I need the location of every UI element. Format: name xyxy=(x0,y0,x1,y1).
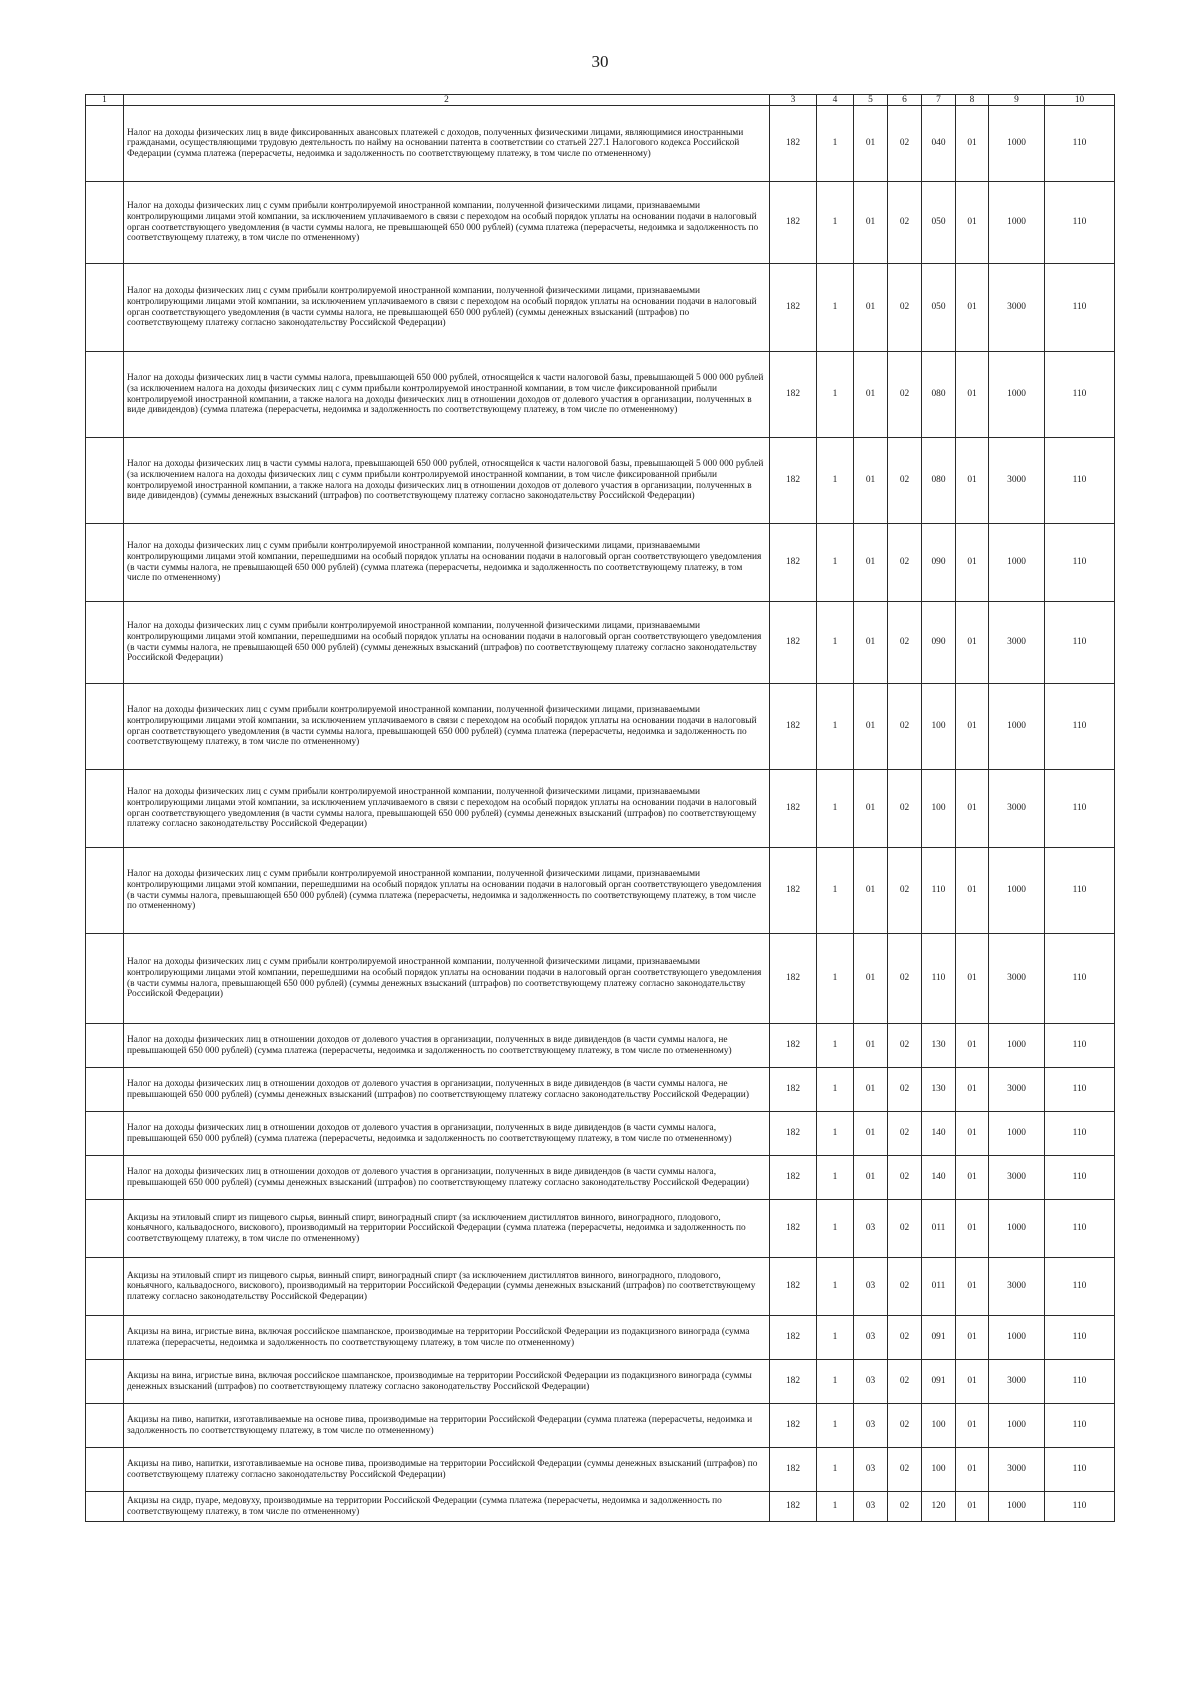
row-number-cell xyxy=(86,1024,124,1068)
row-number-cell xyxy=(86,1112,124,1156)
code-cell: 02 xyxy=(888,1156,922,1200)
budget-classification-table xyxy=(85,94,1115,1522)
code-cell: 01 xyxy=(854,934,888,1024)
code-cell: 110 xyxy=(1045,1404,1115,1448)
table-row xyxy=(86,1024,1115,1068)
row-number-cell xyxy=(86,1156,124,1200)
code-cell: 3000 xyxy=(989,934,1045,1024)
code-cell: 02 xyxy=(888,770,922,848)
code-cell: 1 xyxy=(817,438,854,524)
code-cell: 01 xyxy=(854,770,888,848)
code-cell: 091 xyxy=(922,1360,956,1404)
code-cell: 182 xyxy=(770,1068,817,1112)
code-cell: 01 xyxy=(956,1360,989,1404)
row-number-cell xyxy=(86,106,124,182)
table-row xyxy=(86,1492,1115,1522)
code-cell: 100 xyxy=(922,1404,956,1448)
row-number-cell xyxy=(86,182,124,264)
code-cell: 130 xyxy=(922,1068,956,1112)
code-cell: 182 xyxy=(770,1112,817,1156)
code-cell: 1000 xyxy=(989,1316,1045,1360)
code-cell: 110 xyxy=(1045,770,1115,848)
description-cell: Акцизы на пиво, напитки, изготавливаемые на основе пива, производимые на территории Российской Федерации (суммы денежных взысканий (штрафов) по соответствующему платежу согласно законодательству Российской Федерации) xyxy=(124,1448,770,1492)
code-cell: 01 xyxy=(956,1200,989,1258)
code-cell: 1 xyxy=(817,1112,854,1156)
description-cell: Налог на доходы физических лиц с сумм прибыли контролируемой иностранной компании, полученной физическими лицами, признаваемыми контролирующими лицами этой компании, перешедшими на особый порядок уплаты на основании подачи в налоговый орган соответствующего уведомления (в части суммы налога, не превышающей 650 000 рублей) (сумма платежа (перерасчеты, недоимка и задолженность по соответствующему платежу, в том числе по отмененному) xyxy=(124,524,770,602)
code-cell: 01 xyxy=(956,1316,989,1360)
code-cell: 1 xyxy=(817,1448,854,1492)
code-cell: 110 xyxy=(1045,1316,1115,1360)
code-cell: 110 xyxy=(1045,1024,1115,1068)
description-cell: Налог на доходы физических лиц с сумм прибыли контролируемой иностранной компании, полученной физическими лицами, признаваемыми контролирующими лицами этой компании, за исключением уплачиваемого в связи с переходом на особый порядок уплаты на основании подачи в налоговый орган соответствующего уведомления (в части суммы налога, не превышающей 650 000 рублей) (сумма платежа (перерасчеты, недоимка и задолженность по соответствующему платежу, в том числе по отмененному) xyxy=(124,182,770,264)
description-cell: Налог на доходы физических лиц с сумм прибыли контролируемой иностранной компании, полученной физическими лицами, признаваемыми контролирующими лицами этой компании, за исключением уплачиваемого в связи с переходом на особый порядок уплаты на основании подачи в налоговый орган соответствующего уведомления (в части суммы налога, не превышающей 650 000 рублей) (суммы денежных взысканий (штрафов) по соответствующему платежу согласно законодательству Российской Федерации) xyxy=(124,264,770,352)
code-cell: 182 xyxy=(770,352,817,438)
description-cell: Акцизы на вина, игристые вина, включая российское шампанское, производимые на территории Российской Федерации из подакцизного винограда (суммы денежных взысканий (штрафов) по соответствующему платежу согласно законодательству Российской Федерации) xyxy=(124,1360,770,1404)
code-cell: 03 xyxy=(854,1200,888,1258)
description-cell: Акцизы на вина, игристые вина, включая российское шампанское, производимые на территории Российской Федерации из подакцизного винограда (сумма платежа (перерасчеты, недоимка и задолженность по соответствующему платежу, в том числе по отмененному) xyxy=(124,1316,770,1360)
code-cell: 011 xyxy=(922,1200,956,1258)
column-header: 4 xyxy=(817,95,854,106)
code-cell: 02 xyxy=(888,1448,922,1492)
code-cell: 01 xyxy=(854,684,888,770)
code-cell: 1 xyxy=(817,264,854,352)
table-row xyxy=(86,106,1115,182)
row-number-cell xyxy=(86,1200,124,1258)
description-cell: Налог на доходы физических лиц с сумм прибыли контролируемой иностранной компании, полученной физическими лицами, признаваемыми контролирующими лицами этой компании, за исключением уплачиваемого в связи с переходом на особый порядок уплаты на основании подачи в налоговый орган соответствующего уведомления (в части суммы налога, превышающей 650 000 рублей) (сумма платежа (перерасчеты, недоимка и задолженность по соответствующему платежу, в том числе по отмененному) xyxy=(124,684,770,770)
table-row xyxy=(86,524,1115,602)
table-row xyxy=(86,1112,1115,1156)
code-cell: 02 xyxy=(888,934,922,1024)
code-cell: 02 xyxy=(888,1068,922,1112)
code-cell: 01 xyxy=(854,848,888,934)
code-cell: 1000 xyxy=(989,182,1045,264)
code-cell: 1000 xyxy=(989,684,1045,770)
table-row xyxy=(86,848,1115,934)
code-cell: 1 xyxy=(817,1156,854,1200)
code-cell: 110 xyxy=(1045,352,1115,438)
code-cell: 182 xyxy=(770,1024,817,1068)
code-cell: 02 xyxy=(888,1492,922,1522)
code-cell: 182 xyxy=(770,524,817,602)
code-cell: 100 xyxy=(922,1448,956,1492)
code-cell: 01 xyxy=(956,438,989,524)
code-cell: 1 xyxy=(817,848,854,934)
code-cell: 182 xyxy=(770,264,817,352)
code-cell: 03 xyxy=(854,1448,888,1492)
code-cell: 01 xyxy=(854,1112,888,1156)
code-cell: 011 xyxy=(922,1258,956,1316)
code-cell: 02 xyxy=(888,1200,922,1258)
code-cell: 110 xyxy=(1045,1068,1115,1112)
description-cell: Налог на доходы физических лиц с сумм прибыли контролируемой иностранной компании, полученной физическими лицами, признаваемыми контролирующими лицами этой компании, перешедшими на особый порядок уплаты на основании подачи в налоговый орган соответствующего уведомления (в части суммы налога, не превышающей 650 000 рублей) (суммы денежных взысканий (штрафов) по соответствующему платежу согласно законодательству Российской Федерации) xyxy=(124,602,770,684)
description-cell: Налог на доходы физических лиц в части суммы налога, превышающей 650 000 рублей, относящейся к части налоговой базы, превышающей 5 000 000 рублей (за исключением налога на доходы физических лиц с сумм прибыли контролируемой иностранной компании, в том числе фиксированной прибыли контролируемой иностранной компании, а также налога на доходы физических лиц в отношении доходов от долевого участия в организации, полученных в виде дивидендов) (суммы денежных взысканий (штрафов) по соответствующему платежу согласно законодательству Российской Федерации) xyxy=(124,438,770,524)
code-cell: 050 xyxy=(922,182,956,264)
table-row xyxy=(86,264,1115,352)
row-number-cell xyxy=(86,524,124,602)
description-cell: Акцизы на этиловый спирт из пищевого сырья, винный спирт, виноградный спирт (за исключением дистиллятов винного, виноградного, плодового, коньячного, кальвадосного, вискового), производимый на территории Российской Федерации (сумма платежа (перерасчеты, недоимка и задолженность по соответствующему платежу, в том числе по отмененному) xyxy=(124,1200,770,1258)
code-cell: 182 xyxy=(770,848,817,934)
code-cell: 1000 xyxy=(989,848,1045,934)
code-cell: 110 xyxy=(922,934,956,1024)
code-cell: 110 xyxy=(1045,1112,1115,1156)
code-cell: 182 xyxy=(770,1448,817,1492)
code-cell: 02 xyxy=(888,1360,922,1404)
code-cell: 1000 xyxy=(989,1024,1045,1068)
column-header: 2 xyxy=(124,95,770,106)
code-cell: 050 xyxy=(922,264,956,352)
code-cell: 03 xyxy=(854,1258,888,1316)
description-cell: Налог на доходы физических лиц с сумм прибыли контролируемой иностранной компании, полученной физическими лицами, признаваемыми контролирующими лицами этой компании, перешедшими на особый порядок уплаты на основании подачи в налоговый орган соответствующего уведомления (в части суммы налога, превышающей 650 000 рублей) (сумма платежа (перерасчеты, недоимка и задолженность по соответствующему платежу, в том числе по отмененному) xyxy=(124,848,770,934)
code-cell: 3000 xyxy=(989,602,1045,684)
code-cell: 01 xyxy=(854,524,888,602)
table-row xyxy=(86,1448,1115,1492)
code-cell: 1 xyxy=(817,1200,854,1258)
row-number-cell xyxy=(86,1448,124,1492)
code-cell: 182 xyxy=(770,770,817,848)
code-cell: 110 xyxy=(1045,524,1115,602)
code-cell: 1 xyxy=(817,934,854,1024)
code-cell: 110 xyxy=(1045,1492,1115,1522)
code-cell: 040 xyxy=(922,106,956,182)
code-cell: 110 xyxy=(1045,106,1115,182)
code-cell: 182 xyxy=(770,602,817,684)
code-cell: 182 xyxy=(770,1360,817,1404)
row-number-cell xyxy=(86,1316,124,1360)
code-cell: 02 xyxy=(888,602,922,684)
column-header: 9 xyxy=(989,95,1045,106)
table-row xyxy=(86,438,1115,524)
code-cell: 01 xyxy=(854,264,888,352)
row-number-cell xyxy=(86,1068,124,1112)
code-cell: 110 xyxy=(1045,1448,1115,1492)
code-cell: 3000 xyxy=(989,1258,1045,1316)
code-cell: 01 xyxy=(956,1448,989,1492)
code-cell: 01 xyxy=(854,1024,888,1068)
code-cell: 080 xyxy=(922,438,956,524)
code-cell: 110 xyxy=(1045,264,1115,352)
description-cell: Налог на доходы физических лиц в отношении доходов от долевого участия в организации, полученных в виде дивидендов (в части суммы налога, превышающей 650 000 рублей) (сумма платежа (перерасчеты, недоимка и задолженность по соответствующему платежу, в том числе по отмененному) xyxy=(124,1112,770,1156)
code-cell: 1000 xyxy=(989,1200,1045,1258)
code-cell: 03 xyxy=(854,1360,888,1404)
code-cell: 03 xyxy=(854,1404,888,1448)
row-number-cell xyxy=(86,1492,124,1522)
code-cell: 3000 xyxy=(989,1156,1045,1200)
table-row xyxy=(86,1068,1115,1112)
column-header: 8 xyxy=(956,95,989,106)
code-cell: 02 xyxy=(888,352,922,438)
table-row xyxy=(86,602,1115,684)
code-cell: 120 xyxy=(922,1492,956,1522)
code-cell: 1 xyxy=(817,602,854,684)
code-cell: 03 xyxy=(854,1492,888,1522)
code-cell: 01 xyxy=(956,1492,989,1522)
row-number-cell xyxy=(86,770,124,848)
code-cell: 01 xyxy=(956,1258,989,1316)
row-number-cell xyxy=(86,438,124,524)
code-cell: 02 xyxy=(888,684,922,770)
code-cell: 100 xyxy=(922,684,956,770)
row-number-cell xyxy=(86,352,124,438)
code-cell: 1 xyxy=(817,1316,854,1360)
code-cell: 110 xyxy=(1045,1258,1115,1316)
table-row xyxy=(86,352,1115,438)
table-row xyxy=(86,1258,1115,1316)
code-cell: 1 xyxy=(817,1024,854,1068)
code-cell: 01 xyxy=(956,182,989,264)
code-cell: 1000 xyxy=(989,1404,1045,1448)
code-cell: 01 xyxy=(956,770,989,848)
code-cell: 01 xyxy=(956,524,989,602)
code-cell: 1000 xyxy=(989,1112,1045,1156)
table-row xyxy=(86,182,1115,264)
code-cell: 01 xyxy=(854,352,888,438)
code-cell: 182 xyxy=(770,1404,817,1448)
table-row xyxy=(86,1404,1115,1448)
code-cell: 182 xyxy=(770,1200,817,1258)
row-number-cell xyxy=(86,848,124,934)
code-cell: 110 xyxy=(1045,848,1115,934)
code-cell: 01 xyxy=(956,106,989,182)
column-header: 6 xyxy=(888,95,922,106)
code-cell: 182 xyxy=(770,438,817,524)
table-row xyxy=(86,770,1115,848)
description-cell: Налог на доходы физических лиц с сумм прибыли контролируемой иностранной компании, полученной физическими лицами, признаваемыми контролирующими лицами этой компании, перешедшими на особый порядок уплаты на основании подачи в налоговый орган соответствующего уведомления (в части суммы налога, превышающей 650 000 рублей) (суммы денежных взысканий (штрафов) по соответствующему платежу согласно законодательству Российской Федерации) xyxy=(124,934,770,1024)
code-cell: 02 xyxy=(888,1316,922,1360)
code-cell: 01 xyxy=(854,106,888,182)
table-body xyxy=(86,106,1115,1522)
code-cell: 1 xyxy=(817,684,854,770)
table-row xyxy=(86,684,1115,770)
code-cell: 110 xyxy=(922,848,956,934)
code-cell: 01 xyxy=(854,1068,888,1112)
column-header: 1 xyxy=(86,95,124,106)
code-cell: 02 xyxy=(888,524,922,602)
row-number-cell xyxy=(86,602,124,684)
column-header: 5 xyxy=(854,95,888,106)
code-cell: 140 xyxy=(922,1156,956,1200)
code-cell: 110 xyxy=(1045,438,1115,524)
code-cell: 182 xyxy=(770,934,817,1024)
table-row xyxy=(86,934,1115,1024)
code-cell: 3000 xyxy=(989,770,1045,848)
code-cell: 110 xyxy=(1045,1200,1115,1258)
code-cell: 091 xyxy=(922,1316,956,1360)
code-cell: 1 xyxy=(817,524,854,602)
row-number-cell xyxy=(86,264,124,352)
code-cell: 110 xyxy=(1045,1156,1115,1200)
code-cell: 1000 xyxy=(989,352,1045,438)
code-cell: 02 xyxy=(888,848,922,934)
description-cell: Акцизы на сидр, пуаре, медовуху, производимые на территории Российской Федерации (сумма платежа (перерасчеты, недоимка и задолженность по соответствующему платежу, в том числе по отмененному) xyxy=(124,1492,770,1522)
code-cell: 110 xyxy=(1045,684,1115,770)
code-cell: 1 xyxy=(817,1492,854,1522)
row-number-cell xyxy=(86,1404,124,1448)
column-header: 10 xyxy=(1045,95,1115,106)
table-row xyxy=(86,1200,1115,1258)
code-cell: 090 xyxy=(922,602,956,684)
code-cell: 02 xyxy=(888,1112,922,1156)
code-cell: 110 xyxy=(1045,602,1115,684)
code-cell: 02 xyxy=(888,106,922,182)
page-number: 30 xyxy=(591,52,609,71)
code-cell: 01 xyxy=(956,352,989,438)
code-cell: 01 xyxy=(854,602,888,684)
description-cell: Акцизы на этиловый спирт из пищевого сырья, винный спирт, виноградный спирт (за исключением дистиллятов винного, виноградного, плодового, коньячного, кальвадосного, вискового), производимый на территории Российской Федерации (суммы денежных взысканий (штрафов) по соответствующему платежу согласно законодательству Российской Федерации) xyxy=(124,1258,770,1316)
code-cell: 02 xyxy=(888,1404,922,1448)
code-cell: 1 xyxy=(817,1360,854,1404)
code-cell: 1 xyxy=(817,1068,854,1112)
code-cell: 01 xyxy=(956,934,989,1024)
row-number-cell xyxy=(86,1360,124,1404)
code-cell: 080 xyxy=(922,352,956,438)
column-header: 7 xyxy=(922,95,956,106)
description-cell: Налог на доходы физических лиц в виде фиксированных авансовых платежей с доходов, полученных физическими лицами, являющимися иностранными гражданами, осуществляющими трудовую деятельность по найму на основании патента в соответствии со статьей 227.1 Налогового кодекса Российской Федерации (сумма платежа (перерасчеты, недоимка и задолженность по соответствующему платежу, в том числе по отмененному) xyxy=(124,106,770,182)
code-cell: 3000 xyxy=(989,438,1045,524)
description-cell: Налог на доходы физических лиц в части суммы налога, превышающей 650 000 рублей, относящейся к части налоговой базы, превышающей 5 000 000 рублей (за исключением налога на доходы физических лиц с сумм прибыли контролируемой иностранной компании, в том числе фиксированной прибыли контролируемой иностранной компании, а также налога на доходы физических лиц в отношении доходов от долевого участия в организации, полученных в виде дивидендов) (сумма платежа (перерасчеты, недоимка и задолженность по соответствующему платежу, в том числе по отмененному) xyxy=(124,352,770,438)
code-cell: 01 xyxy=(854,182,888,264)
description-cell: Налог на доходы физических лиц с сумм прибыли контролируемой иностранной компании, полученной физическими лицами, признаваемыми контролирующими лицами этой компании, за исключением уплачиваемого в связи с переходом на особый порядок уплаты на основании подачи в налоговый орган соответствующего уведомления (в части суммы налога, превышающей 650 000 рублей) (суммы денежных взысканий (штрафов) по соответствующему платежу согласно законодательству Российской Федерации) xyxy=(124,770,770,848)
code-cell: 1000 xyxy=(989,106,1045,182)
column-number-header-row xyxy=(86,95,1115,106)
code-cell: 1 xyxy=(817,106,854,182)
code-cell: 01 xyxy=(956,602,989,684)
description-cell: Налог на доходы физических лиц в отношении доходов от долевого участия в организации, полученных в виде дивидендов (в части суммы налога, не превышающей 650 000 рублей) (суммы денежных взысканий (штрафов) по соответствующему платежу согласно законодательству Российской Федерации) xyxy=(124,1068,770,1112)
code-cell: 02 xyxy=(888,264,922,352)
code-cell: 01 xyxy=(956,1156,989,1200)
row-number-cell xyxy=(86,684,124,770)
code-cell: 01 xyxy=(956,264,989,352)
code-cell: 100 xyxy=(922,770,956,848)
code-cell: 182 xyxy=(770,1156,817,1200)
code-cell: 1000 xyxy=(989,1492,1045,1522)
code-cell: 02 xyxy=(888,438,922,524)
code-cell: 1 xyxy=(817,1404,854,1448)
code-cell: 02 xyxy=(888,1258,922,1316)
code-cell: 01 xyxy=(854,1156,888,1200)
code-cell: 182 xyxy=(770,684,817,770)
code-cell: 1 xyxy=(817,1258,854,1316)
code-cell: 02 xyxy=(888,182,922,264)
code-cell: 01 xyxy=(956,1404,989,1448)
code-cell: 3000 xyxy=(989,1068,1045,1112)
code-cell: 02 xyxy=(888,1024,922,1068)
column-header: 3 xyxy=(770,95,817,106)
code-cell: 01 xyxy=(956,1112,989,1156)
table-row xyxy=(86,1156,1115,1200)
code-cell: 01 xyxy=(854,438,888,524)
code-cell: 01 xyxy=(956,684,989,770)
code-cell: 182 xyxy=(770,106,817,182)
row-number-cell xyxy=(86,1258,124,1316)
description-cell: Акцизы на пиво, напитки, изготавливаемые на основе пива, производимые на территории Российской Федерации (сумма платежа (перерасчеты, недоимка и задолженность по соответствующему платежу, в том числе по отмененному) xyxy=(124,1404,770,1448)
code-cell: 01 xyxy=(956,1024,989,1068)
code-cell: 182 xyxy=(770,1492,817,1522)
code-cell: 090 xyxy=(922,524,956,602)
table-row xyxy=(86,1316,1115,1360)
code-cell: 182 xyxy=(770,1316,817,1360)
code-cell: 110 xyxy=(1045,182,1115,264)
code-cell: 182 xyxy=(770,182,817,264)
code-cell: 1 xyxy=(817,352,854,438)
row-number-cell xyxy=(86,934,124,1024)
code-cell: 1000 xyxy=(989,524,1045,602)
code-cell: 01 xyxy=(956,848,989,934)
code-cell: 3000 xyxy=(989,264,1045,352)
code-cell: 182 xyxy=(770,1258,817,1316)
code-cell: 130 xyxy=(922,1024,956,1068)
code-cell: 110 xyxy=(1045,1360,1115,1404)
code-cell: 3000 xyxy=(989,1360,1045,1404)
description-cell: Налог на доходы физических лиц в отношении доходов от долевого участия в организации, полученных в виде дивидендов (в части суммы налога, превышающей 650 000 рублей) (суммы денежных взысканий (штрафов) по соответствующему платежу согласно законодательству Российской Федерации) xyxy=(124,1156,770,1200)
code-cell: 03 xyxy=(854,1316,888,1360)
code-cell: 01 xyxy=(956,1068,989,1112)
code-cell: 1 xyxy=(817,182,854,264)
code-cell: 140 xyxy=(922,1112,956,1156)
code-cell: 110 xyxy=(1045,934,1115,1024)
description-cell: Налог на доходы физических лиц в отношении доходов от долевого участия в организации, полученных в виде дивидендов (в части суммы налога, не превышающей 650 000 рублей) (сумма платежа (перерасчеты, недоимка и задолженность по соответствующему платежу, в том числе по отмененному) xyxy=(124,1024,770,1068)
code-cell: 1 xyxy=(817,770,854,848)
table-row xyxy=(86,1360,1115,1404)
code-cell: 3000 xyxy=(989,1448,1045,1492)
